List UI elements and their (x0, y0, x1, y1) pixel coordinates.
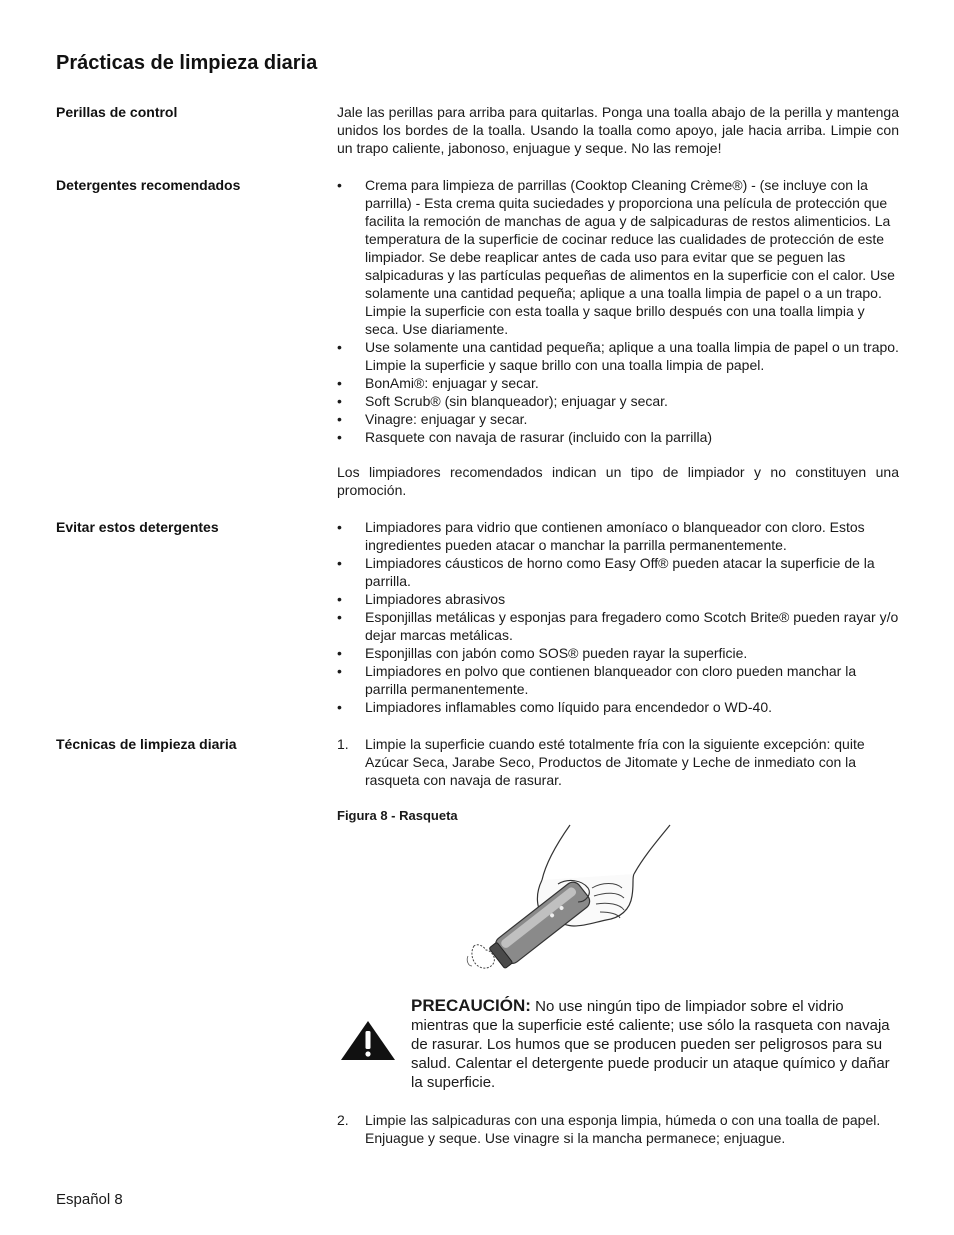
caution-note (411, 996, 897, 1092)
list-item (337, 410, 899, 428)
step-number: 1. (337, 736, 349, 752)
recommended-list (337, 176, 899, 446)
bullet-marker: • (337, 339, 342, 355)
section-label-recommended: Detergentes recomendados (56, 177, 241, 193)
bullet-marker: • (337, 177, 342, 193)
list-item (337, 374, 899, 392)
list-item-text: Use solamente una cantidad pequeña; aplique a una toalla limpia de papel o un trapo. Limpie la superficie y saque brillo con una toalla limpia de papel. (365, 339, 899, 373)
section-label-techniques: Técnicas de limpieza diaria (56, 736, 237, 752)
list-item-text: Limpiadores cáusticos de horno como Easy Off® pueden atacar la superficie de la parrilla. (365, 555, 875, 589)
list-item-text: Limpiadores inflamables como líquido para encendedor o WD-40. (365, 699, 772, 715)
list-item (337, 392, 899, 410)
knobs-text: Jale las perillas para arriba para quitarlas. Ponga una toalla abajo de la perilla y mantenga unidos los bordes de la toalla. Usando la toalla como apoyo, jale hacia arriba. Limpie con un trapo caliente, jabonoso, enjuague y seque. No las remoje! (337, 104, 899, 156)
list-item-text: Limpiadores para vidrio que contienen amoníaco o blanqueador con cloro. Estos ingredientes pueden atacar o manchar la parrilla permanentemente. (365, 519, 865, 553)
list-item (337, 428, 899, 446)
list-item (337, 735, 899, 789)
list-item-text: Esponjillas metálicas y esponjas para fregadero como Scotch Brite® pueden rayar y/o dejar marcas metálicas. (365, 609, 899, 643)
list-item (337, 698, 899, 716)
list-item (337, 1111, 899, 1147)
bullet-marker: • (337, 555, 342, 571)
list-item-text: BonAmi®: enjuagar y secar. (365, 375, 539, 391)
list-item (337, 644, 899, 662)
bullet-marker: • (337, 591, 342, 607)
bullet-marker: • (337, 375, 342, 391)
section-label-avoid: Evitar estos detergentes (56, 519, 219, 535)
step-number: 2. (337, 1112, 349, 1128)
step-text: Limpie la superficie cuando esté totalmente fría con la siguiente excepción: quite Azúcar Seca, Jarabe Seco, Productos de Jitomate y Leche de inmediato con la rasqueta con navaja de rasurar. (365, 736, 865, 788)
list-item-text: Soft Scrub® (sin blanqueador); enjuagar y secar. (365, 393, 668, 409)
techniques-step-2 (337, 1111, 899, 1147)
list-item (337, 608, 899, 644)
warning-triangle-icon (339, 1019, 397, 1067)
bullet-marker: • (337, 393, 342, 409)
list-item-text: Crema para limpieza de parrillas (Cooktop Cleaning Crème®) - (se incluye con la parrilla) - Esta crema quita suciedades y proporciona una película de protección que facilita la remoción de manchas de agua y de salpicaduras de restos alimenticios. La temperatura de la superficie de cocinar reduce las cualidades de protección de este limpiador. Se debe reaplicar antes de cada uso para evitar que se peguen las salpicaduras y las partículas pequeñas de alimentos en la superficie con el calor. Use solamente una cantidad pequeña; aplique a una toalla limpia de papel o a un trapo. Limpie la superficie con esta toalla y saque brillo después con una toalla limpia y seca. Use diariamente. (365, 177, 895, 337)
bullet-marker: • (337, 699, 342, 715)
bullet-marker: • (337, 645, 342, 661)
list-item (337, 338, 899, 374)
caution-title: PRECAUCIÓN: (411, 996, 531, 1015)
list-item (337, 590, 899, 608)
avoid-list (337, 518, 899, 716)
bullet-marker: • (337, 411, 342, 427)
list-item-text: Limpiadores en polvo que contienen blanqueador con cloro pueden manchar la parrilla permanentemente. (365, 663, 857, 697)
figure-caption: Figura 8 - Rasqueta (337, 808, 458, 823)
list-item-text: Vinagre: enjuagar y secar. (365, 411, 528, 427)
bullet-marker: • (337, 429, 342, 445)
section-label-knobs: Perillas de control (56, 104, 178, 120)
bullet-marker: • (337, 663, 342, 679)
list-item (337, 662, 899, 698)
techniques-step-1 (337, 735, 899, 789)
list-item-text: Limpiadores abrasivos (365, 591, 506, 607)
recommended-note: Los limpiadores recomendados indican un tipo de limpiador y no constituyen una promoción. (337, 464, 899, 498)
list-item (337, 176, 899, 338)
step-text: Limpie las salpicaduras con una esponja limpia, húmeda o con una toalla de papel. Enjuague y seque. Use vinagre si la mancha permanece; enjuague. (365, 1112, 881, 1146)
list-item-text: Esponjillas con jabón como SOS® pueden rayar la superficie. (365, 645, 748, 661)
list-item-text: Rasquete con navaja de rasurar (incluido con la parrilla) (365, 429, 713, 445)
bullet-marker: • (337, 519, 342, 535)
page-footer: Español 8 (56, 1191, 123, 1208)
list-item (337, 518, 899, 554)
hand-holding-scraper-illustration (462, 822, 677, 987)
bullet-marker: • (337, 609, 342, 625)
list-item (337, 554, 899, 590)
page-title: Prácticas de limpieza diaria (56, 52, 318, 74)
caution-text: No use ningún tipo de limpiador sobre el vidrio mientras que la superficie esté caliente; use sólo la rasqueta con navaja de rasurar. Los humos que se producen pueden ser peligrosos para su salud. Calentar el detergente puede producir un ataque químico y dañar la superficie. (411, 998, 890, 1091)
